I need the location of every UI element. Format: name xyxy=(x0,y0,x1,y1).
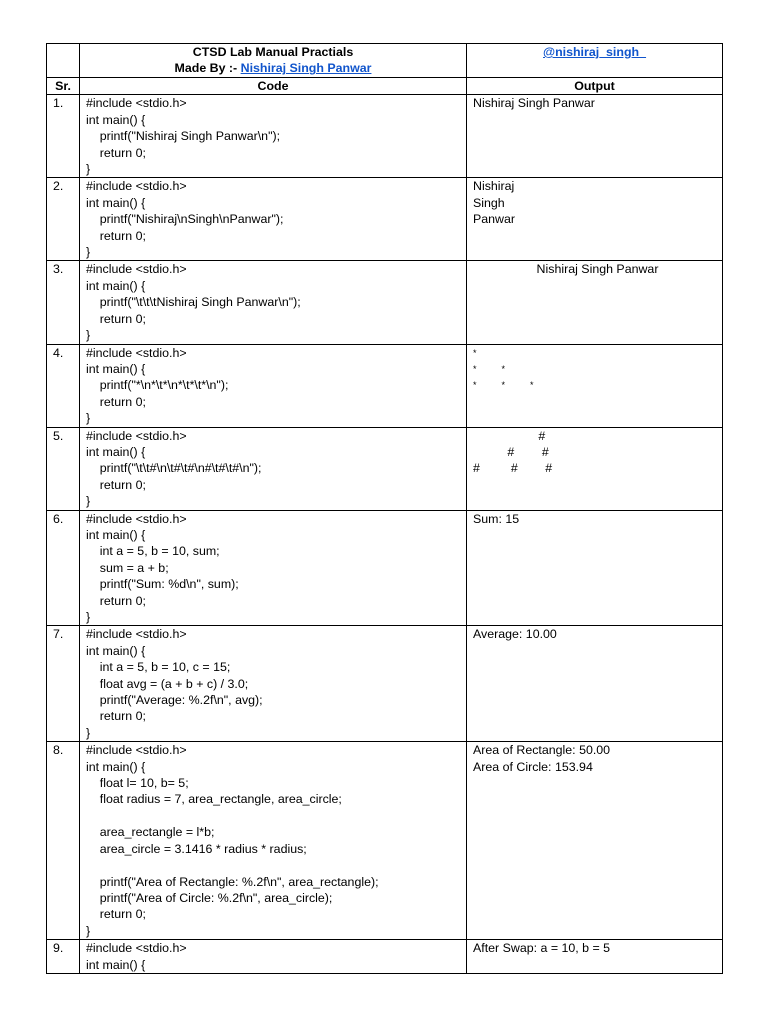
output-cell xyxy=(467,742,723,940)
table-row xyxy=(47,510,723,626)
code-line: } xyxy=(86,923,91,938)
output-line: Panwar xyxy=(473,212,516,227)
code-line: area_rectangle = l*b; xyxy=(86,825,215,840)
code-line: #include <stdio.h> xyxy=(86,179,187,194)
code-line: int main() { xyxy=(86,278,146,293)
output-line: Average: 10.00 xyxy=(473,627,557,642)
output-line: Singh xyxy=(473,195,505,210)
output-line: Nishiraj Singh Panwar xyxy=(536,262,659,277)
code-line: #include <stdio.h> xyxy=(86,511,187,526)
output-cell xyxy=(467,261,723,344)
row-serial: 7. xyxy=(47,626,80,742)
code-line: int main() { xyxy=(86,444,146,459)
code-cell xyxy=(80,344,467,427)
code-line: return 0; xyxy=(86,394,146,409)
code-line xyxy=(86,808,466,824)
row-serial: 4. xyxy=(47,344,80,427)
column-header-sr: Sr. xyxy=(47,78,80,95)
output-line: Area of Circle: 153.94 xyxy=(473,759,593,774)
code-line: #include <stdio.h> xyxy=(86,941,187,956)
output-cell xyxy=(467,510,723,626)
code-line: return 0; xyxy=(86,593,146,608)
header-sr-blank xyxy=(47,44,80,78)
lab-manual-table xyxy=(46,43,723,974)
code-line: sum = a + b; xyxy=(86,560,169,575)
table-row xyxy=(47,742,723,940)
output-cell xyxy=(467,626,723,742)
output-cell xyxy=(467,95,723,178)
row-serial: 9. xyxy=(47,940,80,974)
code-cell xyxy=(80,178,467,261)
output-line: # xyxy=(473,428,546,443)
code-line: #include <stdio.h> xyxy=(86,627,187,642)
output-line: # # # xyxy=(473,461,553,476)
table-row xyxy=(47,178,723,261)
code-line: #include <stdio.h> xyxy=(86,262,187,277)
header-row xyxy=(47,44,723,78)
code-line: } xyxy=(86,245,91,260)
code-line: printf("Area of Rectangle: %.2f\n", area_rectangle); xyxy=(86,874,379,889)
code-cell xyxy=(80,742,467,940)
code-line: int main() { xyxy=(86,112,146,127)
code-cell xyxy=(80,626,467,742)
code-line: int main() { xyxy=(86,759,146,774)
code-cell xyxy=(80,940,467,974)
code-cell xyxy=(80,261,467,344)
output-line: After Swap: a = 10, b = 5 xyxy=(473,941,611,956)
code-line: } xyxy=(86,610,91,624)
output-cell xyxy=(467,940,723,974)
header-title-cell xyxy=(80,44,467,78)
code-line: int a = 5, b = 10, c = 15; xyxy=(86,660,231,675)
row-serial: 2. xyxy=(47,178,80,261)
made-by-prefix: Made By :- xyxy=(174,61,241,76)
code-line: } xyxy=(86,162,91,177)
column-header-row xyxy=(47,78,723,95)
code-line: #include <stdio.h> xyxy=(86,96,187,111)
output-line: * * * xyxy=(473,380,534,391)
output-cell xyxy=(467,427,723,510)
code-line: printf("Nishiraj Singh Panwar\n"); xyxy=(86,129,281,144)
output-line: * xyxy=(473,347,477,358)
code-cell xyxy=(80,95,467,178)
social-handle-link[interactable]: @nishiraj_singh_ xyxy=(543,45,646,59)
program-rows xyxy=(47,95,723,974)
code-cell xyxy=(80,427,467,510)
output-cell xyxy=(467,178,723,261)
code-line: return 0; xyxy=(86,907,146,922)
output-line: Nishiraj Singh Panwar xyxy=(473,96,595,111)
code-line: #include <stdio.h> xyxy=(86,428,187,443)
output-line: Nishiraj xyxy=(473,179,515,194)
code-line: printf("*\n*\t*\n*\t*\t*\n"); xyxy=(86,378,229,393)
table-row xyxy=(47,344,723,427)
code-line: } xyxy=(86,494,91,509)
row-serial: 6. xyxy=(47,510,80,626)
table-row xyxy=(47,940,723,974)
author-link[interactable]: Nishiraj Singh Panwar xyxy=(240,61,372,76)
code-line: printf("\t\t#\n\t#\t#\n#\t#\t#\n"); xyxy=(86,461,262,476)
output-line: * * xyxy=(473,363,506,374)
table-row xyxy=(47,427,723,510)
code-line: return 0; xyxy=(86,228,146,243)
code-line: int a = 5, b = 10, sum; xyxy=(86,544,220,559)
code-line: printf("\t\t\tNishiraj Singh Panwar\n"); xyxy=(86,295,301,310)
code-line: printf("Average: %.2f\n", avg); xyxy=(86,693,263,708)
made-by-line xyxy=(80,60,466,76)
manual-title: CTSD Lab Manual Practials xyxy=(192,45,354,59)
code-line: area_circle = 3.1416 * radius * radius; xyxy=(86,841,307,856)
column-header-output: Output xyxy=(467,78,723,95)
row-serial: 3. xyxy=(47,261,80,344)
code-line: return 0; xyxy=(86,311,146,326)
code-line: printf("Sum: %d\n", sum); xyxy=(86,577,239,592)
table-row xyxy=(47,261,723,344)
output-line: Sum: 15 xyxy=(473,511,520,526)
code-line: int main() { xyxy=(86,527,146,542)
row-serial: 8. xyxy=(47,742,80,940)
code-line: int main() { xyxy=(86,195,146,210)
code-line: #include <stdio.h> xyxy=(86,345,187,360)
code-line: return 0; xyxy=(86,709,146,724)
output-line: # # xyxy=(473,444,549,459)
code-line: } xyxy=(86,328,91,343)
code-line: #include <stdio.h> xyxy=(86,743,187,758)
column-header-code: Code xyxy=(80,78,467,95)
code-cell xyxy=(80,510,467,626)
code-line: int main() { xyxy=(86,361,146,376)
code-line: float l= 10, b= 5; xyxy=(86,776,189,791)
code-line: float avg = (a + b + c) / 3.0; xyxy=(86,676,249,691)
table-row xyxy=(47,626,723,742)
code-line: int main() { xyxy=(86,643,146,658)
code-line: printf("Area of Circle: %.2f\n", area_circle); xyxy=(86,890,333,905)
code-line: return 0; xyxy=(86,145,146,160)
code-line: } xyxy=(86,411,91,426)
code-line: printf("Nishiraj\nSingh\nPanwar"); xyxy=(86,212,284,227)
code-line: } xyxy=(86,725,91,740)
code-line: float radius = 7, area_rectangle, area_circle; xyxy=(86,792,342,807)
output-line: Area of Rectangle: 50.00 xyxy=(473,743,611,758)
row-serial: 1. xyxy=(47,95,80,178)
code-line xyxy=(86,857,466,873)
output-cell xyxy=(467,344,723,427)
table-row xyxy=(47,95,723,178)
code-line: return 0; xyxy=(86,477,146,492)
row-serial: 5. xyxy=(47,427,80,510)
code-line: int main() { xyxy=(86,957,146,972)
header-social-cell xyxy=(467,44,723,78)
